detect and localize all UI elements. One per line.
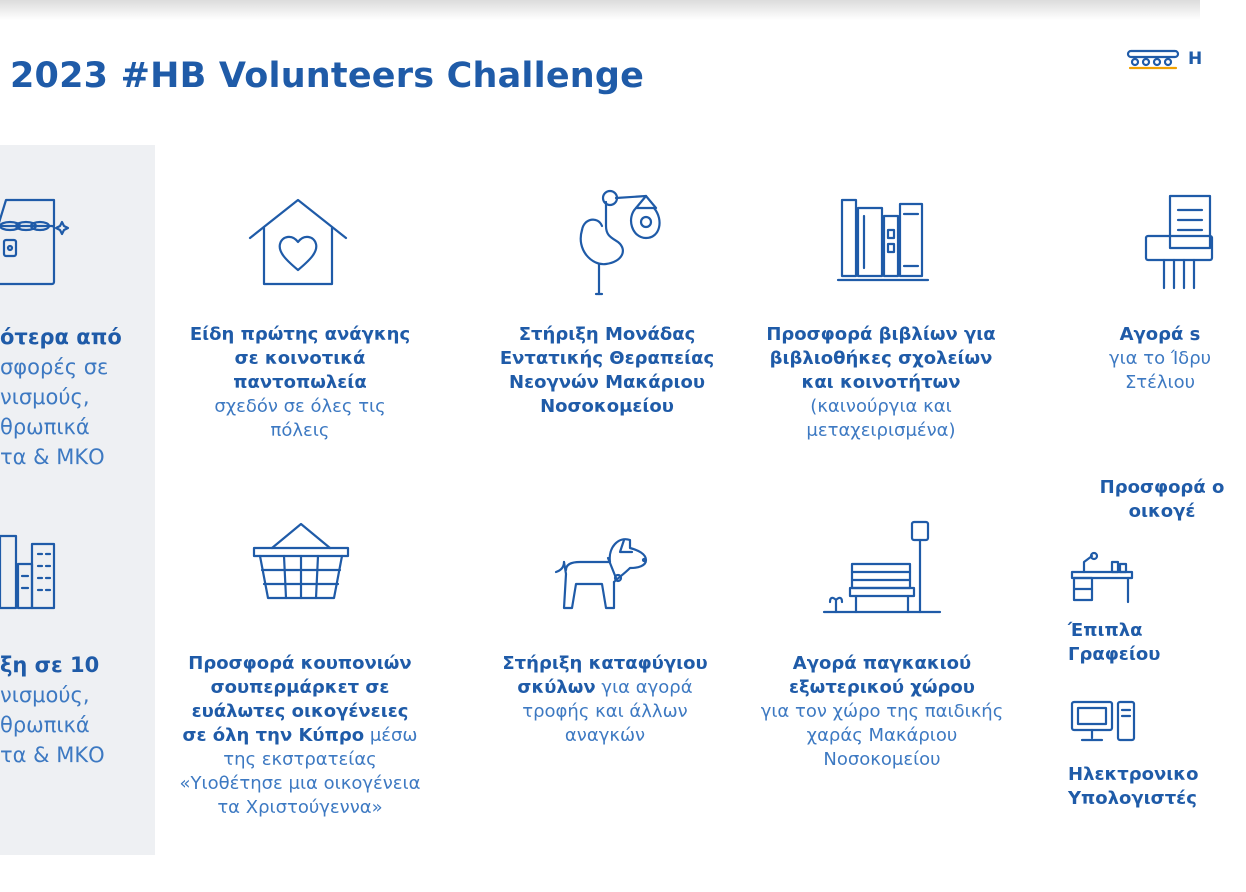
sidebar-line: ότερα από xyxy=(0,325,122,349)
item-groceries-title: Είδη πρώτης ανάγκης σε κοινοτικά παντοπωλεία xyxy=(189,324,411,393)
item-coupons-note: μέσω της εκστρατείας «Υιοθέτησε μια οικογένεια τα Χριστούγεννα» xyxy=(179,725,421,818)
item-groceries xyxy=(185,323,415,443)
top-shadow-bar xyxy=(0,0,1200,20)
page-title: 2023 #HB Volunteers Challenge xyxy=(10,56,645,96)
logo-columns-icon xyxy=(1126,48,1182,70)
item-coupons-title: Προσφορά κουπονιών σουπερμάρκετ σε ευάλωτες οικογένειες σε όλη την Κύπρο xyxy=(182,653,412,746)
item-offer-families-title: Προσφορά ο οικογέ xyxy=(1099,477,1225,522)
item-furniture xyxy=(1068,619,1178,667)
item-bench-title: Αγορά παγκακιού εξωτερικού χώρου xyxy=(789,653,975,698)
item-shelter-note: για αγορά τροφής και άλλων αναγκών xyxy=(522,677,693,746)
item-books-title: Προσφορά βιβλίων για βιβλιοθήκες σχολείων και κοινοτήτων xyxy=(766,324,996,393)
shopping-basket-icon xyxy=(252,522,350,602)
desk-icon xyxy=(1070,552,1134,604)
books-shelf-icon xyxy=(838,196,928,284)
item-furniture-title: Έπιπλα Γραφείου xyxy=(1068,620,1161,665)
item-offer-families xyxy=(1078,476,1246,524)
item-computers-title: Ηλεκτρονικο Υπολογιστές xyxy=(1068,764,1199,809)
item-neonatal-title: Στήριξη Μονάδας Εντατικής Θεραπείας Νεογνών Μακάριου Νοσοκομείου xyxy=(499,324,715,417)
shredder-icon xyxy=(1144,192,1214,292)
item-purchase-title: Αγορά s xyxy=(1119,324,1201,345)
sidebar-line: τα & ΜΚΟ xyxy=(0,445,105,469)
buildings-icon xyxy=(0,530,60,610)
item-shelter xyxy=(492,652,718,748)
item-books-note: (καινούργια και μεταχειρισμένα) xyxy=(806,396,956,441)
sidebar-line: σφορές σε xyxy=(0,355,109,379)
logo-text: Η xyxy=(1188,49,1203,69)
item-bench-note: για τον χώρο της παιδικής χαράς Μακάριου Νοσοκομείου xyxy=(760,701,1004,770)
stork-baby-icon xyxy=(572,186,668,296)
sidebar-line: θρωπικά xyxy=(0,415,90,439)
item-purchase-note: για το Ίδρυ Στέλιου xyxy=(1108,348,1212,393)
sidebar-line: νισμούς, xyxy=(0,385,90,409)
hb-logo xyxy=(1126,48,1202,70)
item-groceries-note: σχεδόν σε όλες τις πόλεις xyxy=(214,396,386,441)
computer-icon xyxy=(1070,700,1138,744)
bench-lamp-icon xyxy=(824,520,940,616)
sidebar-line: ξη σε 10 xyxy=(0,653,100,677)
item-bench xyxy=(760,652,1004,772)
house-heart-icon xyxy=(248,196,348,288)
sidebar-line: νισμούς, xyxy=(0,683,90,707)
item-coupons xyxy=(178,652,422,820)
sidebar-line: τα & ΜΚΟ xyxy=(0,743,105,767)
item-shelter-title: Στήριξη καταφύγιου σκύλων xyxy=(502,653,708,698)
item-purchase xyxy=(1080,323,1240,395)
item-computers xyxy=(1068,763,1200,811)
treasure-chest-icon xyxy=(0,196,68,288)
item-books xyxy=(761,323,1001,443)
dog-icon xyxy=(552,534,650,614)
item-neonatal xyxy=(492,323,722,419)
sidebar-line: θρωπικά xyxy=(0,713,90,737)
